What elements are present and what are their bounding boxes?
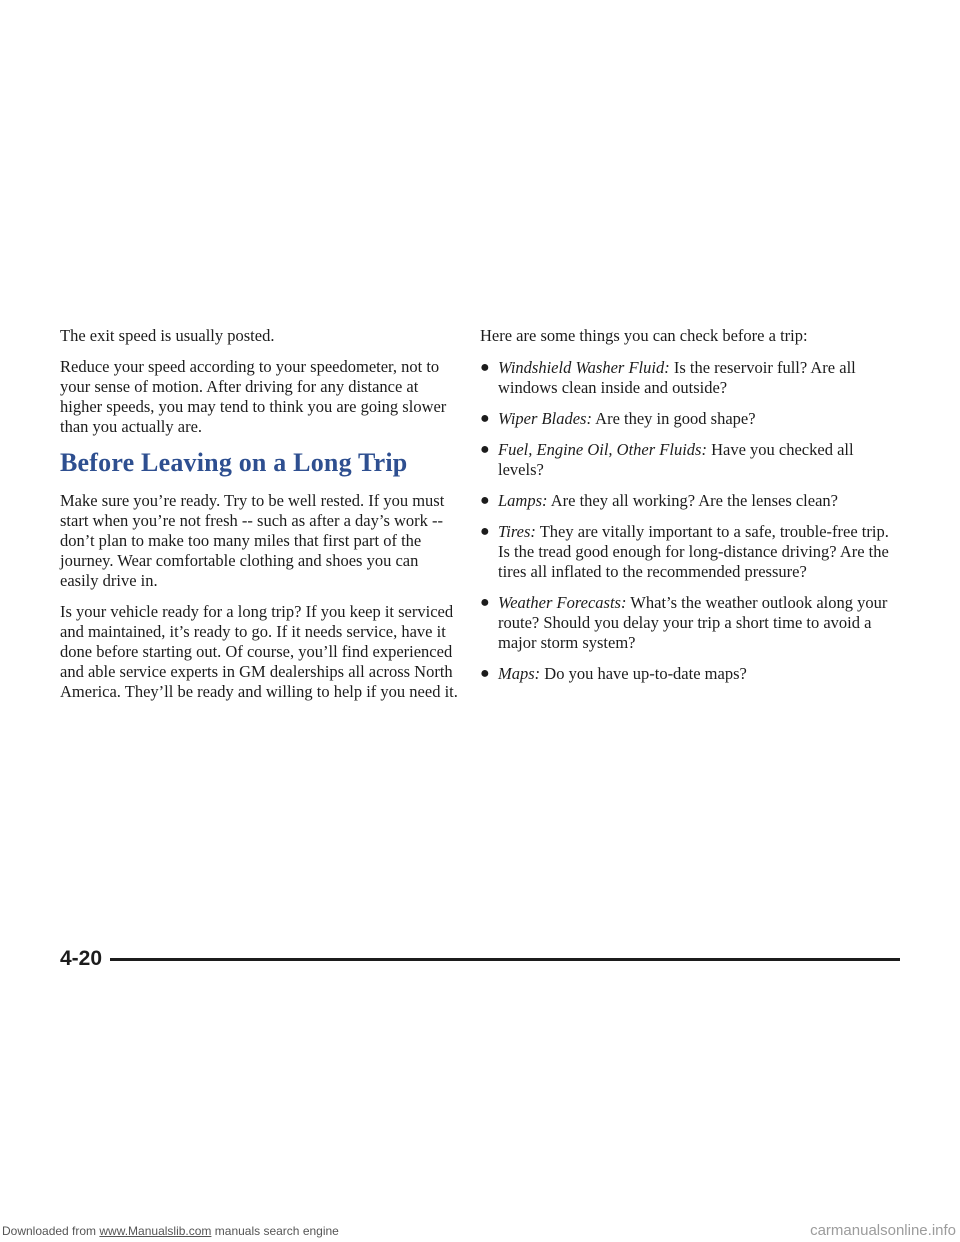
page-number: 4-20 (60, 947, 103, 970)
paragraph-exit-speed: The exit speed is usually posted. (60, 326, 275, 345)
list-item (480, 358, 900, 398)
list-item (480, 522, 900, 582)
bullet-dot-icon: ● (480, 441, 490, 458)
paragraph-vehicle-ready: Is your vehicle ready for a long trip? If you keep it serviced and maintained, it’s ready to go. If it needs service, have it done before starting out. Of course, you’ll find experienced and able service experts in GM dealerships all across North America. They’ll be ready and willing to help if you need it. (60, 602, 458, 701)
section-heading: Before Leaving on a Long Trip (60, 448, 408, 477)
list-item (480, 664, 900, 684)
bullet-label: Fuel, Engine Oil, Other Fluids: (498, 440, 707, 459)
list-item (480, 491, 900, 511)
bullet-label: Weather Forecasts: (498, 593, 627, 612)
footer-divider (110, 958, 900, 961)
paragraph-reduce-speed: Reduce your speed according to your speedometer, not to your sense of motion. After driving for any distance at higher speeds, you may tend to think you are going slower than you actually are. (60, 357, 447, 436)
checklist-intro: Here are some things you can check before a trip: (480, 326, 808, 345)
bullet-dot-icon: ● (480, 410, 490, 427)
right-column (480, 326, 900, 695)
bullet-text: Are they all working? Are the lenses clean? (547, 491, 838, 510)
bullet-text: They are vitally important to a safe, trouble-free trip. Is the tread good enough for long-distance driving? Are the tires all inflated to the recommended pressure? (498, 522, 889, 581)
bullet-dot-icon: ● (480, 492, 490, 509)
bullet-text: Is the reservoir full? Are all windows clean inside and outside? (498, 358, 856, 397)
bullet-dot-icon: ● (480, 594, 490, 611)
bullet-dot-icon: ● (480, 665, 490, 682)
list-item (480, 409, 900, 429)
list-item (480, 440, 900, 480)
bullet-dot-icon: ● (480, 359, 490, 376)
watermark: carmanualsonline.info (810, 1222, 956, 1239)
bullet-dot-icon: ● (480, 523, 490, 540)
bullet-label: Maps: (498, 664, 541, 683)
download-suffix: manuals search engine (211, 1224, 339, 1238)
bullet-text: Have you checked all levels? (498, 440, 854, 479)
page-footer (60, 946, 900, 976)
manualslib-link[interactable]: www.Manualslib.com (99, 1224, 212, 1238)
download-notice (2, 1224, 339, 1238)
bullet-text: Do you have up-to-date maps? (540, 664, 747, 683)
bullet-label: Lamps: (498, 491, 548, 510)
bullet-label: Wiper Blades: (498, 409, 592, 428)
bullet-text: What’s the weather outlook along your route? Should you delay your trip a short time to avoid a major storm system? (498, 593, 888, 652)
bullet-label: Tires: (498, 522, 536, 541)
list-item (480, 593, 900, 653)
paragraph-be-ready: Make sure you’re ready. Try to be well rested. If you must start when you’re not fresh -- such as after a day’s work -- don’t plan to make too many miles that first part of the journey. Wear comfortable clothing and shoes you can easily drive in. (60, 491, 445, 590)
left-column (60, 326, 460, 713)
bullet-text: Are they in good shape? (591, 409, 756, 428)
bullet-label: Windshield Washer Fluid: (498, 358, 670, 377)
download-prefix: Downloaded from (2, 1224, 100, 1238)
checklist (480, 358, 900, 684)
